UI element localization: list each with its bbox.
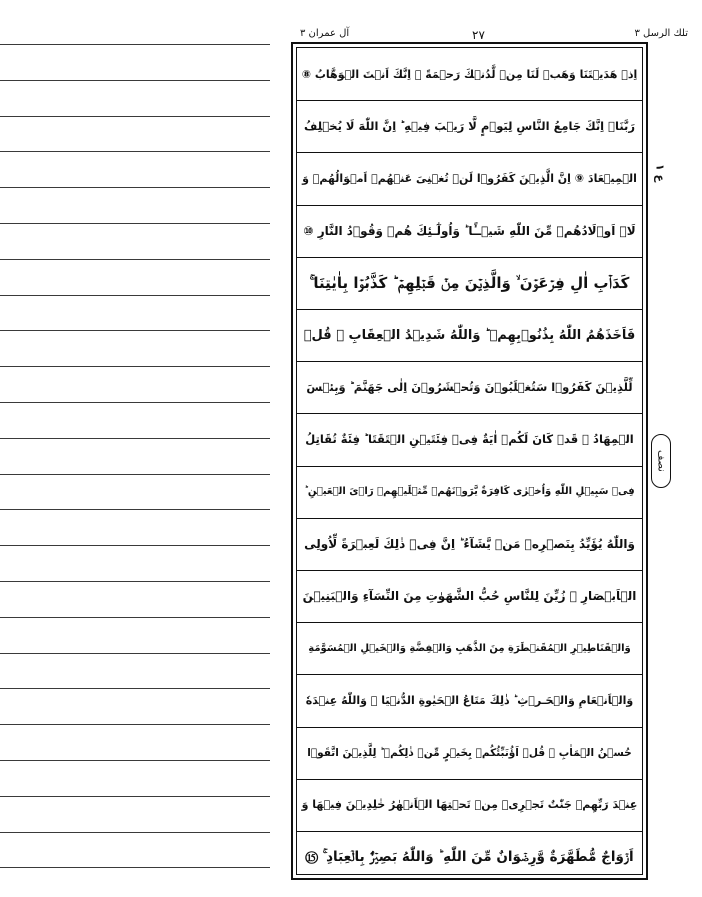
verse-line: وَاللّٰهُ يُؤَيِّدُ بِنَصۡرِهٖ مَنۡ يَّشَآءُ ؕ اِنَّ فِىۡ ذٰلِكَ لَعِبۡرَةً لِّاُولِى (304, 536, 635, 551)
note-line (0, 116, 270, 117)
verse-line: الۡمِهَادُ ⑫ قَدۡ كَانَ لَكُمۡ اٰيَةٌ فِىۡ فِئَتَيۡنِ الۡتَقَتَا ؕ فِئَةٌ تُقَاتِلُ (305, 432, 634, 447)
note-line (0, 402, 270, 403)
note-line (0, 366, 270, 367)
note-line (0, 688, 270, 689)
verse-separator (297, 466, 642, 467)
note-line (0, 330, 270, 331)
note-line (0, 151, 270, 152)
note-line (0, 545, 270, 546)
note-line (0, 44, 270, 45)
verse-separator (297, 779, 642, 780)
verse-separator (297, 674, 642, 675)
verse-line: وَالۡقَنَاطِيۡرِ الۡمُقَنۡطَرَةِ مِنَ الذَّهَبِ وَالۡفِضَّةِ وَالۡخَيۡلِ الۡمُسَوَّمَةِ (308, 642, 631, 654)
note-line (0, 653, 270, 654)
verse-line: عِنۡدَ رَبِّهِمۡ جَنّٰتٌ تَجۡرِىۡ مِنۡ تَحۡتِهَا الۡاَنۡهٰرُ خٰلِدِيۡنَ فِيۡهَا وَ (301, 798, 638, 812)
verse-separator (297, 622, 642, 623)
notes-ruled-area (0, 0, 270, 897)
verse-line: الۡاَبۡصَارِ ⑬ زُيِّنَ لِلنَّاسِ حُبُّ الشَّهَوٰتِ مِنَ النِّسَآءِ وَالۡبَنِيۡنَ (302, 589, 637, 604)
verse-line: اَزۡوَاجٌ مُّطَهَّرَةٌ وَّرِضۡوَانٌ مِّنَ اللّٰهِ ؕ وَاللّٰهُ بَصِيۡرٌۢ بِالۡعِبَادِ ۚ ⑮ (305, 849, 634, 866)
verse-separator (297, 309, 642, 310)
verse-separator (297, 205, 642, 206)
note-line (0, 867, 270, 868)
verse-separator (297, 831, 642, 832)
verse-separator (297, 518, 642, 519)
verse-separator (297, 152, 642, 153)
verse-line: لَاۤ اَوۡلَادُهُمۡ مِّنَ اللّٰهِ شَيۡــًٔا ؕ وَاُولٰٓـئِكَ هُمۡ وَقُوۡدُ النَّارِ ⑩ (303, 223, 636, 238)
verse-line: فِىۡ سَبِيۡلِ اللّٰهِ وَاُخۡرٰى كَافِرَةٌ يَّرَوۡنَهُمۡ مِّثۡلَيۡهِمۡ رَاۡىَ الۡعَيۡنِ ؕ (304, 486, 635, 498)
note-line (0, 724, 270, 725)
note-line (0, 509, 270, 510)
note-line (0, 438, 270, 439)
ruku-marker: ع ١ (653, 163, 667, 183)
verse-separator (297, 361, 642, 362)
verse-separator (297, 257, 642, 258)
note-line (0, 832, 270, 833)
verse-separator (297, 570, 642, 571)
surah-name-header: آل عمران ٣ (300, 28, 350, 39)
note-line (0, 295, 270, 296)
note-line (0, 259, 270, 260)
verse-line: وَالۡاَنۡعَامِ وَالۡحَـرۡثِ ؕ ذٰلِكَ مَتَاعُ الۡحَيٰوةِ الدُّنۡيَا ۚ وَاللّٰهُ عِنۡدَهٗ (305, 693, 634, 707)
note-line (0, 187, 270, 188)
verse-line: كَدَاۡبِ اٰلِ فِرۡعَوۡنَ ۙ وَالَّذِيۡنَ مِنۡ قَبۡلِهِمۡ ؕ كَذَّبُوۡا بِاٰيٰتِنَا ۚ (309, 273, 630, 292)
verse-separator (297, 100, 642, 101)
note-line (0, 617, 270, 618)
verse-line: لِّلَّذِيۡنَ كَفَرُوۡا سَتُغۡلَبُوۡنَ وَتُحۡشَرُوۡنَ اِلٰى جَهَنَّمَ ؕ وَبِئۡسَ (306, 380, 633, 395)
note-line (0, 80, 270, 81)
verse-line: رَبَّنَاۤ اِنَّكَ جَامِعُ النَّاسِ لِيَوۡمٍ لَّا رَيۡبَ فِيۡهِ ؕ اِنَّ اللّٰهَ لَا يُخۡلِفُ (304, 119, 635, 134)
nisf-marker: نصف (651, 434, 671, 488)
verse-frame-inner (296, 47, 643, 875)
page-number: ٢٧ (472, 28, 485, 42)
verse-frame (291, 42, 648, 880)
verse-separator (297, 413, 642, 414)
note-line (0, 760, 270, 761)
note-line (0, 223, 270, 224)
verse-line: فَاَخَذَهُمُ اللّٰهُ بِذُنُوۡبِهِمۡ ؕ وَاللّٰهُ شَدِيۡدُ الۡعِقَابِ ⑪ قُلۡ (303, 327, 636, 343)
note-line (0, 581, 270, 582)
note-line (0, 474, 270, 475)
note-line (0, 796, 270, 797)
verse-line: اِذۡ هَدَيۡتَنَا وَهَبۡ لَنَا مِنۡ لَّدُنۡكَ رَحۡمَةً ۚ اِنَّكَ اَنۡتَ الۡوَهَّابُ ⑧ (301, 67, 638, 81)
verse-line: حُسۡنُ الۡمَاٰبِ ⑭ قُلۡ اَؤُنَبِّئُكُمۡ بِخَيۡرٍ مِّنۡ ذٰلِكُمۡ ؕ لِلَّذِيۡنَ اتَّقَوۡا (307, 746, 632, 759)
verse-separator (297, 727, 642, 728)
juz-name-header: تلك الرسل ٣ (634, 28, 688, 39)
verse-line: الۡمِيۡعَادَ ⑨ اِنَّ الَّذِيۡنَ كَفَرُوۡا لَنۡ تُغۡنِىَ عَنۡهُمۡ اَمۡوَالُهُمۡ وَ (302, 171, 637, 185)
